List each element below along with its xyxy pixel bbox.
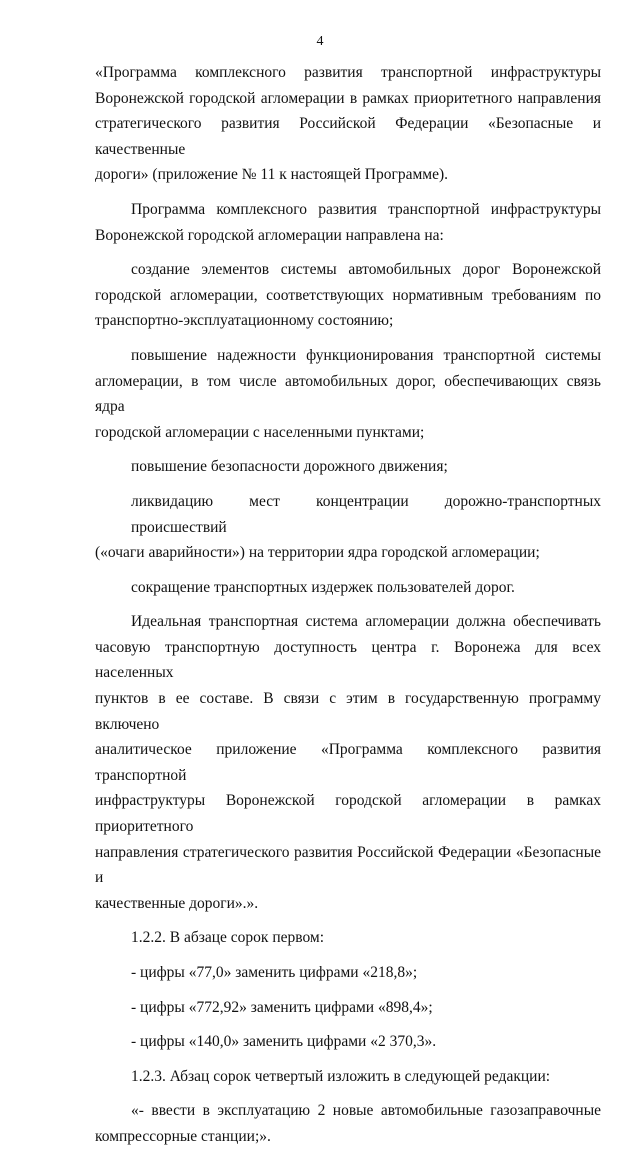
text-line: повышение надежности функционирования транспортной системы	[131, 346, 601, 364]
text-line: - цифры «140,0» заменить цифрами «2 370,3».	[131, 1033, 437, 1051]
paragraph-new-wording	[95, 1098, 601, 1149]
text-line: сокращение транспортных издержек пользователей дорог.	[131, 578, 515, 596]
paragraph-aim-item	[95, 257, 601, 334]
paragraph-aim-item	[95, 343, 601, 445]
text-line: («очаги аварийности») на территории ядра городской агломерации;	[95, 544, 540, 562]
text-line: инфраструктуры Воронежской городской агломерации в рамках приоритетного	[95, 792, 601, 836]
text-line: 1.2.3. Абзац сорок четвертый изложить в следующей редакции:	[131, 1067, 551, 1085]
text-line: 1.2.2. В абзаце сорок первом:	[131, 929, 325, 947]
paragraph-replacement	[95, 960, 601, 986]
text-line: Воронежской городской агломерации направлена на:	[95, 226, 444, 244]
paragraph-aim-item	[95, 489, 601, 566]
paragraph-replacement	[95, 995, 601, 1021]
text-line: ликвидацию мест концентрации дорожно-транспортных происшествий	[131, 492, 601, 536]
text-line: направления стратегического развития Российской Федерации «Безопасные и	[95, 843, 601, 887]
paragraph-ideal-system	[95, 609, 601, 916]
paragraph-program-title	[95, 60, 601, 188]
text-line: Воронежской городской агломерации в рамках приоритетного направления	[95, 89, 601, 107]
text-line: повышение безопасности дорожного движения;	[131, 458, 448, 476]
text-line: «- ввести в эксплуатацию 2 новые автомобильные газозаправочные	[131, 1102, 601, 1120]
page-number: 4	[316, 34, 324, 49]
text-line: аналитическое приложение «Программа комплексного развития транспортной	[95, 741, 601, 784]
text-line: дороги» (приложение № 11 к настоящей Программе).	[95, 166, 449, 184]
text-line: компрессорные станции;».	[95, 1127, 271, 1145]
paragraph-aim-item	[95, 454, 601, 480]
text-line: городской агломерации, соответствующих нормативным требованиям по	[95, 286, 601, 304]
paragraph-clause-1-2-3	[95, 1064, 601, 1090]
text-line: стратегического развития Российской Федерации «Безопасные и качественные	[95, 115, 601, 158]
paragraph-clause-1-2-2	[95, 925, 601, 951]
text-line: «Программа комплексного развития транспортной инфраструктуры	[95, 64, 601, 81]
text-line: Программа комплексного развития транспортной инфраструктуры	[131, 200, 601, 218]
text-line: часовую транспортную доступность центра г. Воронежа для всех населенных	[95, 638, 601, 682]
text-line: создание элементов системы автомобильных дорог Воронежской	[131, 261, 601, 279]
text-line: - цифры «77,0» заменить цифрами «218,8»;	[131, 964, 418, 981]
text-line: городской агломерации с населенными пунктами;	[95, 423, 425, 441]
text-line: Идеальная транспортная система агломерации должна обеспечивать	[131, 613, 601, 631]
paragraph-aim-item	[95, 575, 601, 601]
paragraph-replacement	[95, 1029, 601, 1055]
text-line: качественные дороги».».	[95, 894, 259, 912]
text-line: транспортно-эксплуатационному состоянию;	[95, 312, 394, 330]
paragraph-program-aim	[95, 197, 601, 248]
text-line: пунктов в ее составе. В связи с этим в государственную программу включено	[95, 690, 601, 733]
text-line: агломерации, в том числе автомобильных дорог, обеспечивающих связь ядра	[95, 372, 601, 416]
document-body	[95, 60, 601, 1150]
text-line: - цифры «772,92» заменить цифрами «898,4»;	[131, 998, 433, 1016]
